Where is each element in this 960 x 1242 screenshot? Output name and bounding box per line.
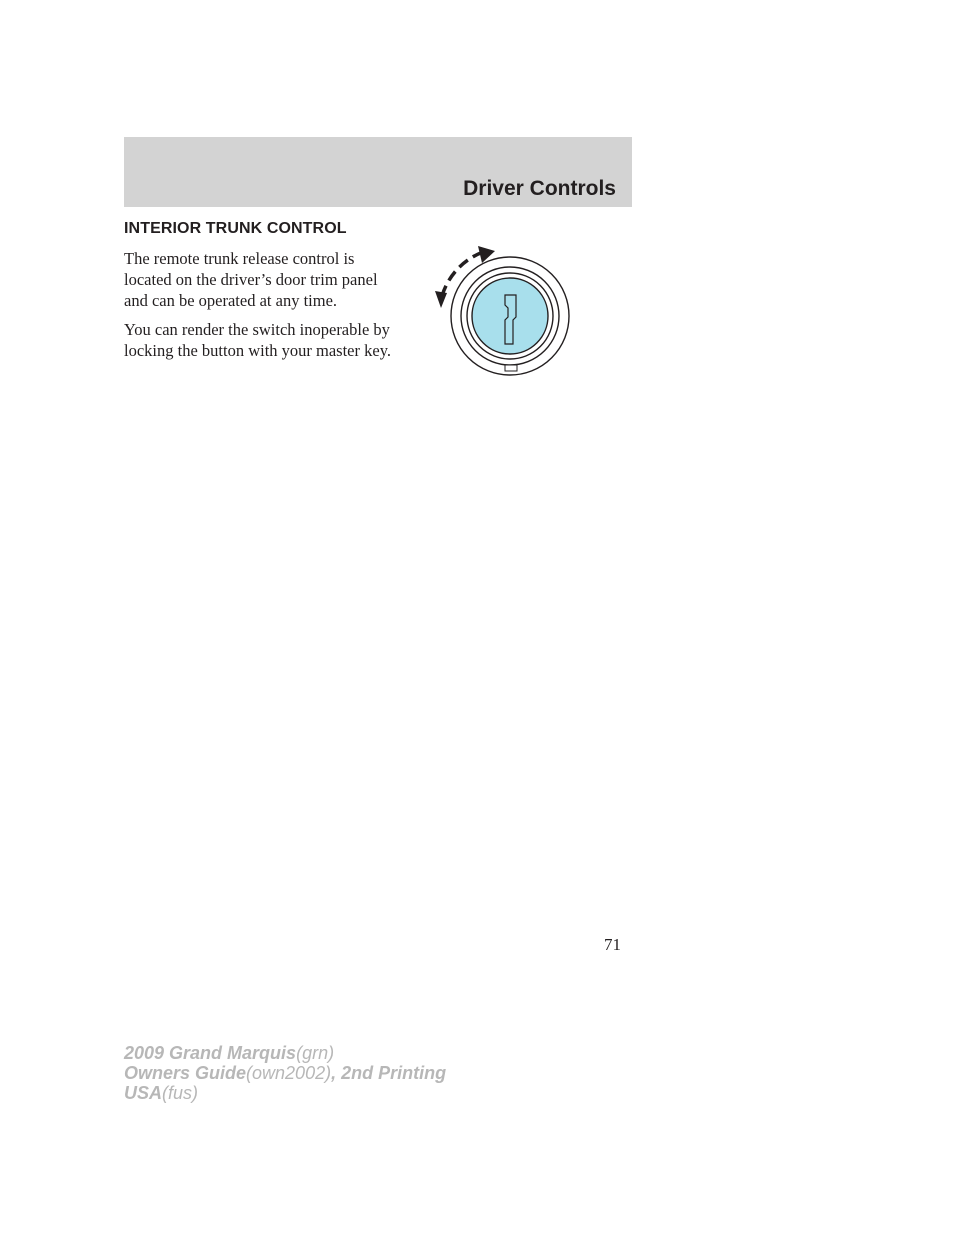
section-title: Driver Controls	[463, 177, 616, 200]
footer	[124, 1043, 446, 1103]
section-heading: INTERIOR TRUNK CONTROL	[124, 220, 347, 237]
footer-line-3: USA(fus)	[124, 1083, 199, 1103]
footer-line-1: 2009 Grand Marquis(grn)	[124, 1043, 335, 1063]
arrow-head-bottom	[435, 291, 447, 308]
footer-line-2: Owners Guide(own2002), 2nd Printing	[124, 1063, 447, 1083]
trunk-release-lock-icon	[430, 238, 600, 388]
arrow-head-top	[478, 246, 495, 263]
trunk-release-figure	[430, 238, 600, 388]
body-paragraph-1: The remote trunk release control is located on the driver’s door trim panel and can be operated at any time.	[124, 249, 378, 310]
release-button	[472, 278, 548, 354]
bottom-tab	[505, 365, 517, 371]
body-paragraph-2: You can render the switch inoperable by locking the button with your master key.	[124, 320, 392, 360]
page-number: 71	[604, 935, 621, 954]
header-band	[124, 137, 632, 207]
